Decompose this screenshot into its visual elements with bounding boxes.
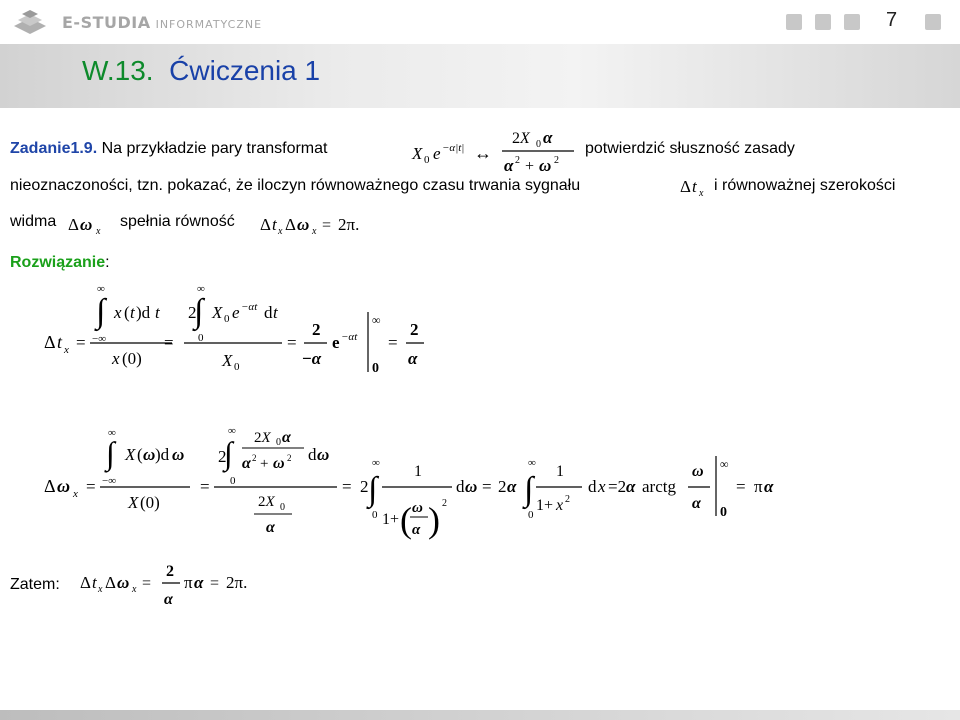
svg-text:∞: ∞ bbox=[108, 427, 116, 439]
svg-text:=: = bbox=[342, 477, 352, 496]
task-label-dot: . bbox=[92, 140, 98, 157]
svg-text:X: X bbox=[128, 493, 139, 512]
nav-last-button[interactable] bbox=[925, 14, 941, 30]
brand-sub: INFORMATYCZNE bbox=[155, 18, 263, 31]
svg-text:e: e bbox=[433, 144, 441, 163]
svg-text:1+: 1+ bbox=[382, 511, 400, 528]
svg-text:t: t bbox=[272, 215, 277, 234]
svg-text:1: 1 bbox=[414, 463, 422, 480]
svg-text:0: 0 bbox=[372, 361, 379, 376]
svg-text:=: = bbox=[736, 477, 746, 496]
equation-conclusion bbox=[78, 560, 298, 616]
svg-text:ω: ω bbox=[465, 477, 478, 496]
svg-text:∞: ∞ bbox=[720, 457, 729, 471]
svg-text:0: 0 bbox=[224, 313, 230, 325]
svg-text:t: t bbox=[57, 332, 63, 352]
svg-text:∞: ∞ bbox=[372, 457, 380, 469]
svg-text:α: α bbox=[266, 519, 275, 536]
svg-text:ω: ω bbox=[539, 156, 552, 175]
svg-text:α: α bbox=[764, 477, 774, 496]
svg-text:0: 0 bbox=[720, 505, 727, 520]
svg-text:2: 2 bbox=[218, 447, 227, 466]
svg-text:π: π bbox=[754, 477, 763, 496]
page-title bbox=[82, 55, 320, 87]
logo-icon bbox=[10, 6, 50, 38]
svg-text:=2: =2 bbox=[608, 477, 627, 496]
brand bbox=[62, 13, 262, 32]
svg-text:t: t bbox=[92, 573, 97, 592]
svg-text:0: 0 bbox=[276, 437, 281, 448]
svg-text:x: x bbox=[98, 584, 103, 595]
header bbox=[0, 0, 960, 44]
svg-text:ω: ω bbox=[172, 445, 185, 464]
svg-text:−∞: −∞ bbox=[102, 475, 117, 487]
svg-text:α: α bbox=[412, 522, 421, 538]
page-number: 7 bbox=[886, 9, 898, 31]
svg-text:)d: )d bbox=[136, 303, 151, 322]
svg-text:α: α bbox=[164, 591, 173, 608]
svg-text:e: e bbox=[232, 303, 240, 322]
svg-text:=: = bbox=[388, 333, 398, 352]
svg-text:0: 0 bbox=[536, 139, 541, 150]
svg-text:0: 0 bbox=[424, 154, 430, 166]
svg-text:x: x bbox=[278, 226, 283, 237]
svg-text:0: 0 bbox=[198, 332, 204, 344]
svg-text:d: d bbox=[264, 303, 273, 322]
svg-text:∞: ∞ bbox=[372, 313, 381, 327]
svg-text:x: x bbox=[114, 303, 122, 322]
svg-text:e: e bbox=[332, 333, 340, 352]
svg-text:x: x bbox=[73, 488, 78, 500]
formula-transform-pair bbox=[408, 124, 578, 176]
task-text-line3a: widma bbox=[10, 213, 57, 230]
svg-text:α: α bbox=[626, 477, 636, 496]
svg-text:=: = bbox=[482, 477, 492, 496]
svg-text:0: 0 bbox=[280, 502, 285, 513]
task-text-2: potwierdzić słuszność zasady bbox=[585, 140, 795, 157]
svg-text:x: x bbox=[112, 349, 120, 368]
task-line-2 bbox=[10, 177, 580, 195]
svg-text:∞: ∞ bbox=[197, 283, 205, 295]
svg-text:): ) bbox=[428, 500, 440, 540]
equation-delta-omega bbox=[42, 424, 802, 554]
task-label: Zadanie1.9 bbox=[10, 140, 93, 157]
footer-bar bbox=[0, 710, 960, 720]
svg-text:∫: ∫ bbox=[106, 435, 115, 471]
svg-text:ω: ω bbox=[57, 476, 71, 496]
svg-text:=: = bbox=[164, 333, 174, 352]
svg-text:(: ( bbox=[124, 303, 130, 322]
svg-text:ω: ω bbox=[80, 215, 93, 234]
svg-text:1+: 1+ bbox=[536, 497, 554, 514]
svg-text:α: α bbox=[242, 455, 251, 472]
svg-text:−∞: −∞ bbox=[92, 333, 107, 345]
svg-text:2: 2 bbox=[188, 303, 197, 322]
svg-text:arctg: arctg bbox=[642, 477, 676, 496]
svg-text:x: x bbox=[556, 497, 564, 514]
svg-text:+: + bbox=[525, 158, 535, 175]
svg-text:=: = bbox=[76, 333, 86, 352]
svg-text:X: X bbox=[412, 144, 423, 163]
svg-text:t: t bbox=[130, 303, 135, 322]
svg-text:Δ: Δ bbox=[68, 215, 79, 234]
nav-next-button[interactable] bbox=[844, 14, 860, 30]
svg-text:2: 2 bbox=[410, 320, 419, 339]
svg-text:=: = bbox=[142, 575, 152, 592]
svg-text:2: 2 bbox=[515, 155, 520, 166]
svg-text:1: 1 bbox=[556, 463, 564, 480]
svg-text:2X: 2X bbox=[254, 430, 271, 446]
svg-text:2: 2 bbox=[252, 453, 257, 463]
title-text: Ćwiczenia 1 bbox=[169, 55, 321, 86]
equation-delta-t bbox=[42, 280, 442, 380]
svg-text:x: x bbox=[312, 226, 317, 237]
svg-text:=: = bbox=[86, 477, 96, 496]
svg-text:=: = bbox=[287, 333, 297, 352]
svg-text:(: ( bbox=[400, 500, 412, 540]
svg-text:+: + bbox=[260, 456, 269, 472]
svg-text:t: t bbox=[155, 303, 160, 322]
svg-text:α: α bbox=[408, 349, 418, 368]
svg-text:Δ: Δ bbox=[44, 332, 56, 352]
svg-text:ω: ω bbox=[692, 463, 704, 480]
svg-text:∫: ∫ bbox=[524, 471, 534, 508]
svg-text:2: 2 bbox=[287, 453, 292, 463]
svg-text:2π.: 2π. bbox=[226, 573, 248, 592]
svg-text:x: x bbox=[132, 584, 137, 595]
svg-text:∫: ∫ bbox=[368, 471, 378, 508]
svg-text:2: 2 bbox=[498, 477, 507, 496]
svg-text:x: x bbox=[64, 344, 69, 356]
svg-text:−α|t|: −α|t| bbox=[442, 142, 465, 154]
svg-text:d: d bbox=[588, 477, 597, 496]
svg-text:X: X bbox=[222, 351, 233, 370]
svg-text:Δ: Δ bbox=[260, 215, 271, 234]
svg-text:=: = bbox=[322, 217, 332, 234]
svg-text:Δ: Δ bbox=[105, 573, 116, 592]
svg-text:2X: 2X bbox=[512, 130, 530, 147]
svg-text:0: 0 bbox=[372, 509, 378, 521]
svg-text:α: α bbox=[282, 429, 291, 446]
svg-text:)d: )d bbox=[155, 445, 170, 464]
svg-text:t: t bbox=[273, 303, 278, 322]
svg-text:ω: ω bbox=[317, 445, 330, 464]
svg-text:Δ: Δ bbox=[680, 177, 691, 196]
svg-text:0: 0 bbox=[528, 509, 534, 521]
svg-text:(0): (0) bbox=[140, 493, 160, 512]
svg-text:x: x bbox=[96, 226, 101, 237]
svg-text:0: 0 bbox=[230, 475, 236, 487]
svg-text:−αt: −αt bbox=[341, 331, 358, 343]
svg-text:Δ: Δ bbox=[80, 573, 91, 592]
svg-text:α: α bbox=[504, 156, 514, 175]
svg-text:∞: ∞ bbox=[97, 283, 105, 295]
svg-text:−α: −α bbox=[302, 349, 322, 368]
svg-text:2X: 2X bbox=[258, 494, 275, 510]
title-code: W.13. bbox=[82, 55, 154, 86]
svg-text:↔: ↔ bbox=[474, 143, 492, 163]
svg-text:α: α bbox=[194, 573, 204, 592]
svg-text:∞: ∞ bbox=[528, 457, 536, 469]
svg-text:α: α bbox=[543, 128, 553, 147]
task-text-line2: nieoznaczoności, tzn. pokazać, że iloczyn równoważnego czasu trwania sygnału bbox=[10, 177, 581, 194]
svg-text:=: = bbox=[210, 575, 220, 592]
svg-text:∫: ∫ bbox=[96, 293, 106, 330]
svg-text:∫: ∫ bbox=[194, 293, 204, 330]
svg-text:(: ( bbox=[137, 445, 143, 464]
svg-text:x: x bbox=[699, 188, 704, 199]
svg-text:=: = bbox=[200, 477, 210, 496]
task-line-1 bbox=[10, 140, 327, 158]
svg-text:ω: ω bbox=[297, 215, 310, 234]
svg-text:d: d bbox=[308, 445, 317, 464]
svg-text:(0): (0) bbox=[122, 349, 142, 368]
svg-text:ω: ω bbox=[117, 573, 130, 592]
svg-text:Δ: Δ bbox=[285, 215, 296, 234]
svg-text:0: 0 bbox=[234, 361, 240, 373]
svg-text:ω: ω bbox=[143, 445, 156, 464]
svg-text:X: X bbox=[212, 303, 223, 322]
formula-delta-t bbox=[678, 173, 714, 199]
solution-heading bbox=[10, 254, 110, 272]
svg-text:π: π bbox=[184, 573, 193, 592]
svg-text:Δ: Δ bbox=[44, 476, 56, 496]
svg-text:X: X bbox=[125, 445, 136, 464]
svg-text:d: d bbox=[456, 477, 465, 496]
svg-text:2: 2 bbox=[360, 477, 369, 496]
svg-text:2: 2 bbox=[166, 563, 174, 580]
conclusion-label: Zatem: bbox=[10, 576, 60, 593]
task-text-line2b: i równoważnej szerokości bbox=[714, 177, 896, 194]
solution-label: Rozwiązanie bbox=[10, 254, 106, 271]
svg-text:∫: ∫ bbox=[224, 435, 233, 471]
solution-colon: : bbox=[105, 254, 110, 271]
svg-text:−αt: −αt bbox=[241, 301, 258, 313]
formula-product bbox=[258, 211, 378, 237]
svg-text:2: 2 bbox=[554, 155, 559, 166]
task-text-line3b: spełnia równość bbox=[120, 213, 235, 230]
svg-text:2: 2 bbox=[312, 320, 321, 339]
svg-text:x: x bbox=[598, 477, 606, 496]
svg-text:ω: ω bbox=[412, 500, 423, 516]
task-text-1: Na przykładzie pary transformat bbox=[101, 140, 328, 157]
brand-main: E-STUDIA bbox=[62, 13, 151, 32]
svg-text:α: α bbox=[692, 495, 701, 512]
svg-text:α: α bbox=[507, 477, 517, 496]
nav-first-button[interactable] bbox=[786, 14, 802, 30]
svg-text:ω: ω bbox=[273, 455, 285, 472]
formula-delta-omega bbox=[66, 211, 112, 237]
svg-text:t: t bbox=[692, 177, 697, 196]
svg-text:2π.: 2π. bbox=[338, 215, 360, 234]
svg-text:2: 2 bbox=[442, 498, 447, 509]
svg-text:2: 2 bbox=[565, 494, 570, 505]
svg-text:∞: ∞ bbox=[228, 425, 236, 437]
nav-prev-button[interactable] bbox=[815, 14, 831, 30]
